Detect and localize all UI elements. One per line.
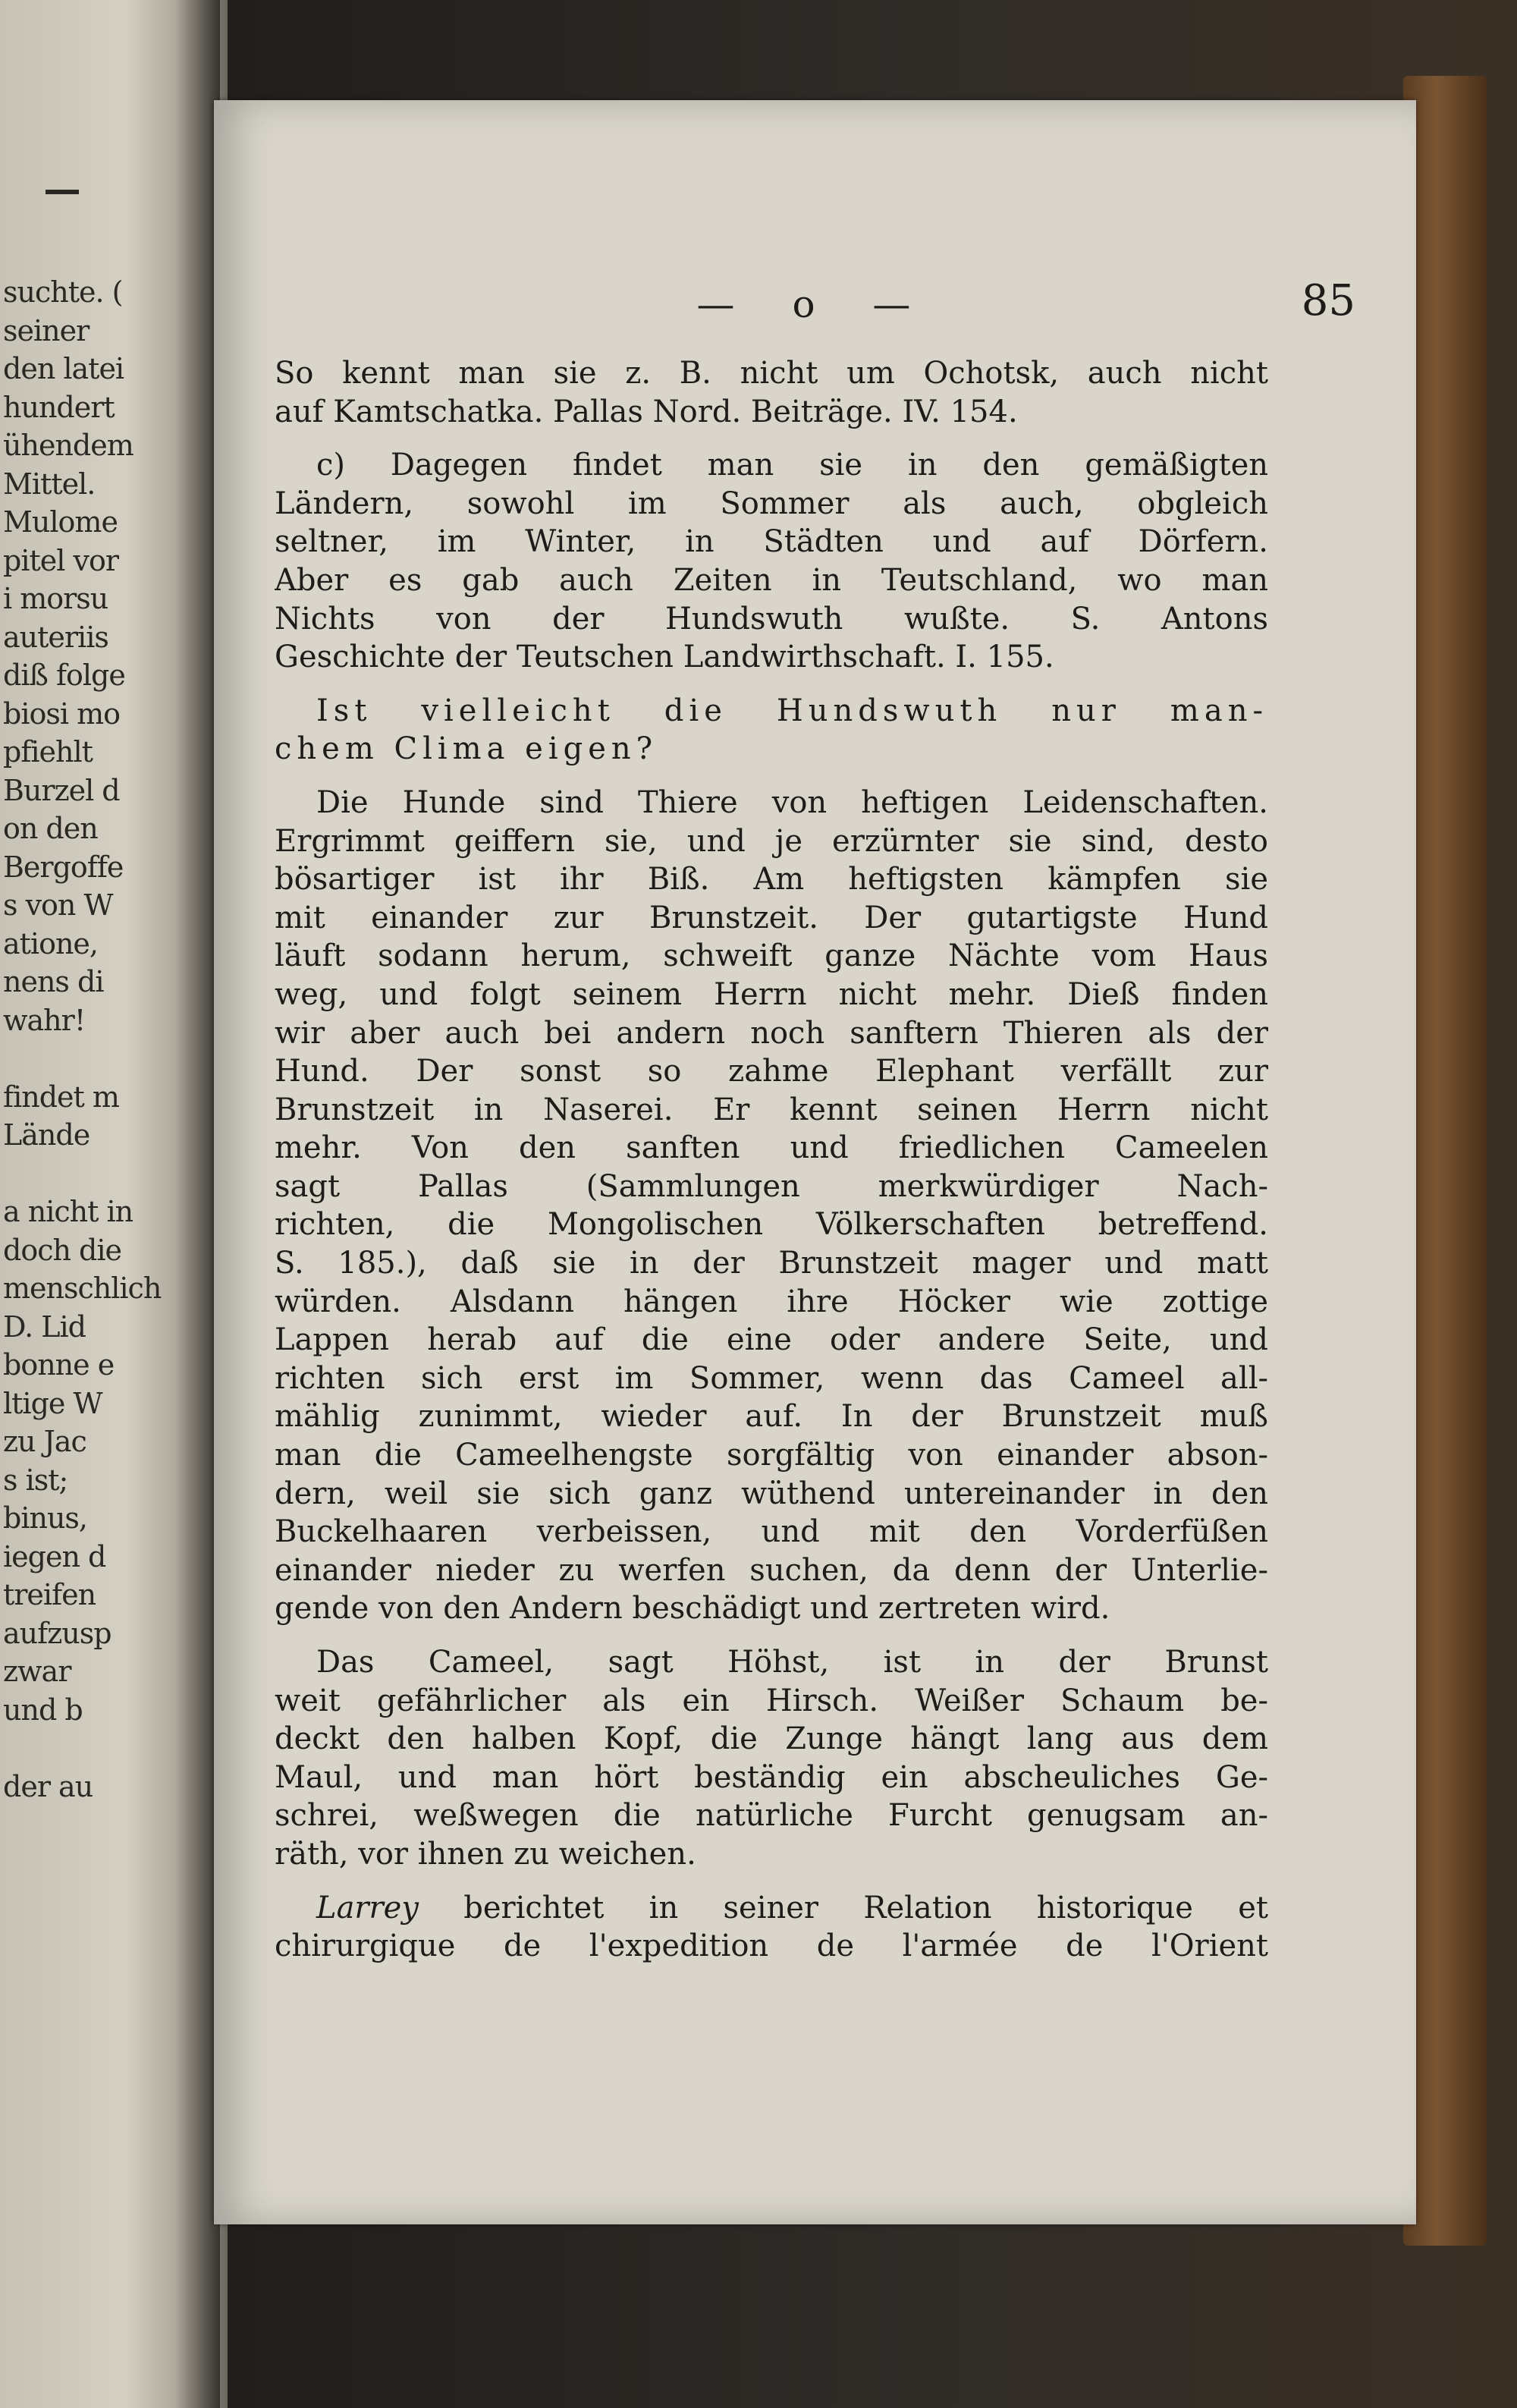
left-page-line: suchte. ( <box>3 275 123 309</box>
text-line-latin: chirurgique de l'expedition de l'armée de l'Orient <box>275 1929 1268 1964</box>
left-page-line: ühendem <box>3 429 133 462</box>
text-line: auf Kamtschatka. Pallas Nord. Beiträge. IV. 154. <box>275 394 1018 429</box>
left-page-line: doch die <box>3 1233 122 1267</box>
left-page-line: binus, <box>3 1501 88 1535</box>
left-page-line: s von W <box>3 888 113 922</box>
left-page-line: diß folge <box>3 659 125 692</box>
text-line: Nichts von der Hundswuth wußte. S. Antons <box>275 601 1268 637</box>
gutter-shadow <box>174 0 220 2408</box>
page-header <box>275 276 1355 335</box>
left-page-line: i morsu <box>3 582 108 615</box>
left-page-line: zu Jac <box>3 1425 86 1458</box>
text-line: dern, weil sie sich ganz wüthend untereinander in den <box>275 1476 1268 1511</box>
text-line: schrei, weßwegen die natürliche Furcht genugsam an- <box>275 1798 1268 1834</box>
left-page-line: menschlich <box>3 1272 162 1305</box>
text-line: Hund. Der sonst so zahme Elephant verfällt zur <box>275 1054 1268 1089</box>
left-page-line: und b <box>3 1693 83 1727</box>
text-line: würden. Alsdann hängen ihre Höcker wie zottige <box>275 1284 1268 1319</box>
left-page-line: ltige W <box>3 1386 102 1420</box>
text-line: gende von den Andern beschädigt und zertreten wird. <box>275 1591 1110 1627</box>
text-line: Das Cameel, sagt Höhst, ist in der Brunst <box>316 1645 1268 1680</box>
left-page-line: iegen d <box>3 1539 106 1573</box>
text-line: mählig zunimmt, wieder auf. In der Brunstzeit muß <box>275 1399 1268 1435</box>
left-page-line: findet m <box>3 1080 119 1114</box>
text-line: Aber es gab auch Zeiten in Teutschland, wo man <box>275 562 1268 598</box>
section-heading: chem Clima eigen? <box>275 731 658 767</box>
text-line: c) Dagegen findet man sie in den gemäßigten <box>316 448 1268 483</box>
left-page-line: treifen <box>3 1578 96 1611</box>
text-line: Maul, und man hört beständig ein abscheuliches Ge- <box>275 1759 1268 1795</box>
text-line: wir aber auch bei andern noch sanftern Thieren als der <box>275 1015 1268 1051</box>
text-line: seltner, im Winter, in Städten und auf Dörfern. <box>275 524 1268 560</box>
left-page-line: biosi mo <box>3 696 121 731</box>
text-line: sagt Pallas (Sammlungen merkwürdiger Nach- <box>275 1168 1268 1204</box>
text-line: mit einander zur Brunstzeit. Der gutartigste Hund <box>275 900 1268 935</box>
text-line: Brunstzeit in Naserei. Er kennt seinen Herrn nicht <box>275 1092 1268 1127</box>
text-line: So kennt man sie z. B. nicht um Ochotsk, auch nicht <box>275 356 1268 391</box>
text-line: weg, und folgt seinem Herrn nicht mehr. Dieß finden <box>275 976 1268 1012</box>
text-line: läuft sodann herum, schweift ganze Nächte vom Haus <box>275 938 1268 974</box>
left-page-line: seiner <box>3 313 90 347</box>
text-line: räth, vor ihnen zu weichen. <box>275 1836 696 1872</box>
text-line: man die Cameelhengste sorgfältig von einander abson- <box>275 1438 1268 1473</box>
left-page-line: D. Lid <box>3 1309 86 1344</box>
left-page-line: s ist; <box>3 1463 68 1497</box>
author-name: Larrey <box>316 1890 419 1925</box>
text-line-latin: Larrey berichtet in seiner Relation historique et <box>316 1890 1268 1925</box>
text-line: bösartiger ist ihr Biß. Am heftigsten kämpfen sie <box>275 862 1268 897</box>
text-line: Ergrimmt geiffern sie, und je erzürnter sie sind, desto <box>275 823 1268 859</box>
left-page-line: Mulome <box>3 505 118 539</box>
left-page-line: aufzusp <box>3 1616 111 1650</box>
header-ornament: — o — <box>696 282 934 326</box>
text-line: einander nieder zu werfen suchen, da denn der Unterlie- <box>275 1552 1268 1588</box>
text-line: Buckelhaaren verbeissen, und mit den Vorderfüßen <box>275 1514 1268 1550</box>
text-line: Geschichte der Teutschen Landwirthschaft. I. 155. <box>275 640 1054 675</box>
text-line: richten, die Mongolischen Völkerschaften betreffend. <box>275 1207 1268 1243</box>
left-page-line: wahr! <box>3 1003 86 1037</box>
text-line: Ländern, sowohl im Sommer als auch, obgleich <box>275 486 1268 521</box>
section-heading: Ist vielleicht die Hundswuth nur man- <box>316 693 1268 728</box>
left-page-line: Mittel. <box>3 467 96 501</box>
left-page-line: pitel vor <box>3 543 118 577</box>
left-page-line: auteriis <box>3 620 108 654</box>
text-line: deckt den halben Kopf, die Zunge hängt lang aus dem <box>275 1721 1268 1757</box>
left-page-line: atione, <box>3 926 98 960</box>
left-page-line: hundert <box>3 390 115 424</box>
page-body <box>275 354 1268 2160</box>
left-page-line: bonne e <box>3 1348 115 1382</box>
left-page-line: nens di <box>3 965 104 998</box>
left-page-line: Burzel d <box>3 773 120 807</box>
left-page-line: Lände <box>3 1118 90 1152</box>
left-page-line: zwar <box>3 1655 71 1688</box>
text-line: richten sich erst im Sommer, wenn das Cameel all- <box>275 1360 1268 1396</box>
right-page <box>214 100 1416 2224</box>
text-line: Die Hunde sind Thiere von heftigen Leidenschaften. <box>316 784 1268 820</box>
left-page-line: pfiehlt <box>3 735 93 769</box>
text-line: weit gefährlicher als ein Hirsch. Weißer Schaum be- <box>275 1683 1268 1718</box>
left-page-line: Bergoffe <box>3 850 124 884</box>
text-line: Lappen herab auf die eine oder andere Seite, und <box>275 1322 1268 1358</box>
text-line: S. 185.), daß sie in der Brunstzeit mager und matt <box>275 1246 1268 1281</box>
left-page-line: a nicht in <box>3 1195 133 1228</box>
page-number: 85 <box>1301 276 1355 325</box>
left-page-line: on den <box>3 812 98 845</box>
left-page-header-dash <box>46 190 79 194</box>
left-page-line: der au <box>3 1769 93 1803</box>
left-page-line: den latei <box>3 352 124 385</box>
text-line: mehr. Von den sanften und friedlichen Cameelen <box>275 1130 1268 1166</box>
